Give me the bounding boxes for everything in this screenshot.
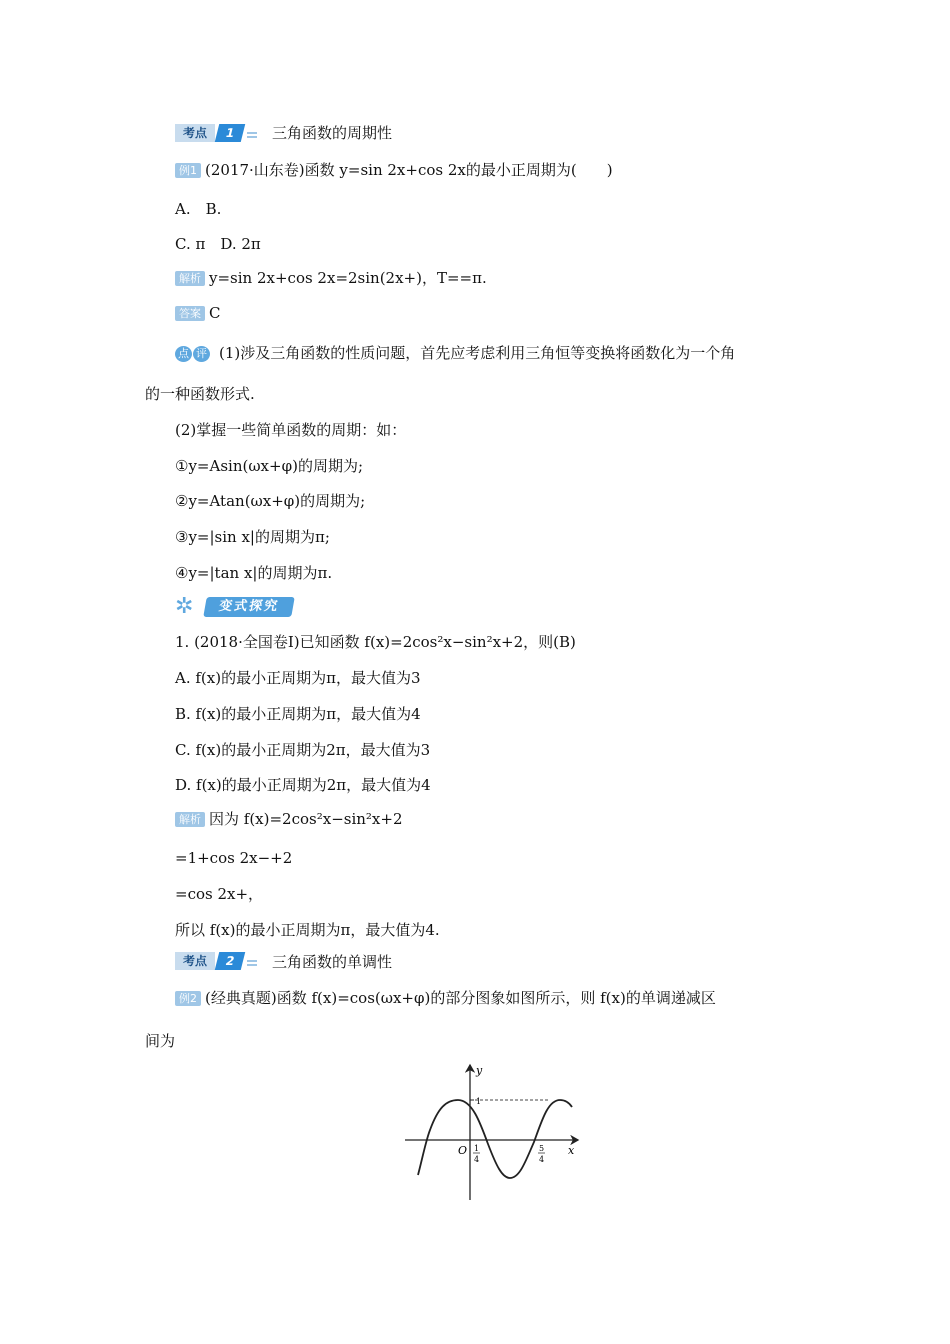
x-axis-label: x	[568, 1144, 575, 1157]
example-1-options-ab: A. B.	[175, 200, 222, 218]
badge-stripe	[247, 960, 257, 962]
period-item-2: ②y=Atan(ωx+φ)的周期为;	[175, 492, 366, 510]
question-1-stem: 1. (2018·全国卷Ⅰ)已知函数 f(x)=2cos²x−sin²x+2，则(B)	[175, 633, 576, 651]
analysis-tag: 解析	[175, 271, 205, 286]
badge-stripe	[247, 964, 257, 966]
kaodian-number: 1	[215, 124, 245, 142]
kaodian-2-title: 三角函数的单调性	[272, 953, 393, 971]
kaodian-number: 2	[215, 952, 245, 970]
answer-1	[175, 303, 220, 323]
tick1-denominator: 4	[474, 1155, 480, 1164]
analysis-2	[175, 809, 403, 829]
question-1-option-b: B. f(x)的最小正周期为π，最大值为4	[175, 705, 421, 723]
cosine-curve	[418, 1100, 572, 1178]
analysis-tag: 解析	[175, 812, 205, 827]
cosine-graph	[400, 1060, 600, 1210]
kaodian-1-badge	[175, 124, 265, 142]
question-1-option-c: C. f(x)的最小正周期为2π，最大值为3	[175, 741, 431, 759]
star-icon: ✲	[175, 594, 194, 619]
tick1-numerator: 1	[474, 1144, 480, 1153]
kaodian-1-title: 三角函数的周期性	[272, 124, 393, 142]
example-1-text: (2017·山东卷)函数 y=sin 2x+cos 2x的最小正周期为( )	[205, 161, 613, 179]
answer-tag: 答案	[175, 306, 205, 321]
tick2-denominator: 4	[539, 1155, 545, 1164]
example-2	[175, 988, 716, 1008]
analysis-2-line-4: 所以 f(x)的最小正周期为π，最大值为4.	[175, 921, 440, 939]
origin-label: O	[458, 1144, 468, 1157]
analysis-1	[175, 268, 487, 288]
variant-section-label: 变式探究	[203, 597, 295, 617]
tick2-numerator: 5	[539, 1144, 545, 1153]
analysis-1-text: y=sin 2x+cos 2x=2sin(2x+)，T==π.	[209, 269, 487, 287]
period-item-1: ①y=Asin(ωx+φ)的周期为;	[175, 457, 363, 475]
comment-text-1: (1)涉及三角函数的性质问题，首先应考虑利用三角恒等变换将函数化为一个角	[219, 344, 736, 362]
example-2-text-cont: 间为	[145, 1032, 176, 1050]
answer-1-text: C	[209, 304, 221, 322]
analysis-2-line-3: =cos 2x+，	[175, 885, 264, 903]
example-tag: 例1	[175, 163, 201, 178]
kaodian-label: 考点	[175, 124, 215, 142]
analysis-2-line-1: 因为 f(x)=2cos²x−sin²x+2	[209, 810, 403, 828]
question-1-option-a: A. f(x)的最小正周期为π，最大值为3	[175, 669, 421, 687]
comment-badge-char: 点	[175, 346, 192, 362]
kaodian-2-badge	[175, 952, 265, 970]
comment-badge-char: 评	[193, 346, 210, 362]
period-item-3: ③y=|sin x|的周期为π;	[175, 528, 330, 546]
example-1-options-cd: C. π D. 2π	[175, 235, 261, 253]
analysis-2-line-2: =1+cos 2x−+2	[175, 849, 293, 867]
kaodian-label: 考点	[175, 952, 215, 970]
comment-line-1	[175, 342, 735, 363]
comment-line-2: 的一种函数形式.	[145, 385, 255, 403]
badge-stripe	[247, 136, 257, 138]
one-label: 1	[476, 1097, 482, 1106]
y-axis-label: y	[476, 1064, 483, 1077]
question-1-option-d: D. f(x)的最小正周期为2π，最大值为4	[175, 776, 431, 794]
example-1	[175, 160, 613, 180]
comment-line-3: (2)掌握一些简单函数的周期：如：	[175, 421, 407, 439]
comment-badge	[175, 342, 211, 362]
badge-stripe	[247, 132, 257, 134]
period-item-4: ④y=|tan x|的周期为π.	[175, 564, 333, 582]
example-tag: 例2	[175, 991, 201, 1006]
example-2-text: (经典真题)函数 f(x)=cos(ωx+φ)的部分图象如图所示，则 f(x)的单调递减区	[205, 989, 716, 1007]
